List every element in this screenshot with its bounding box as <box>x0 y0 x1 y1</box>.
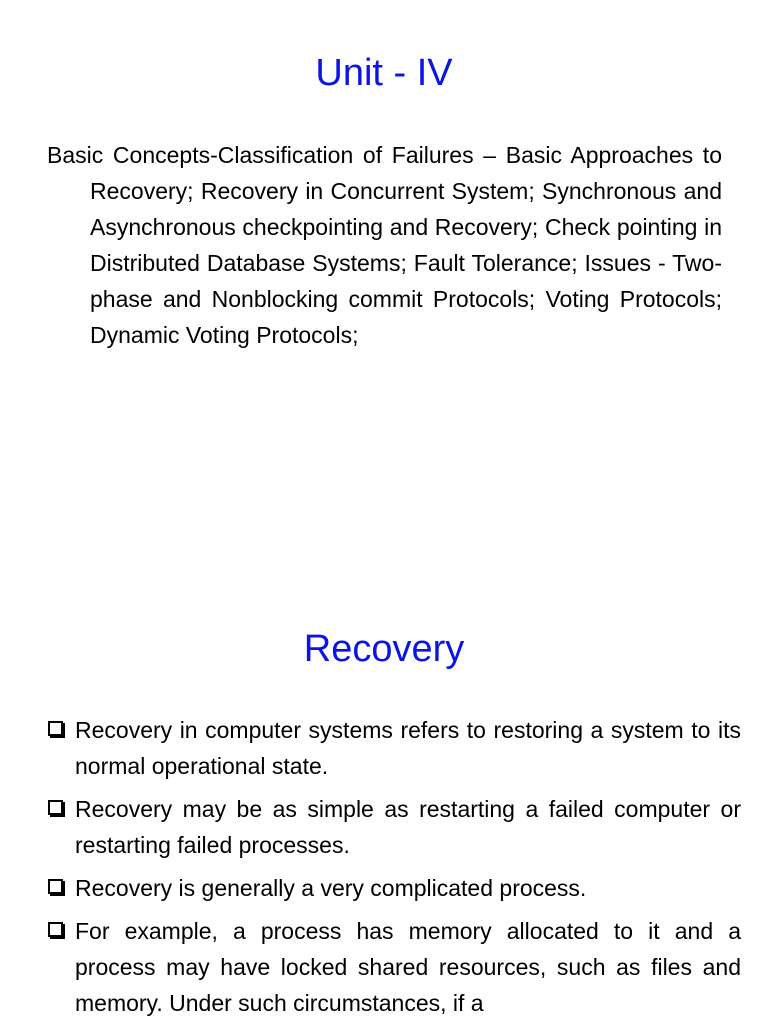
slide-recovery <box>0 600 768 1024</box>
bullet-text: Recovery is generally a very complicated process. <box>75 875 587 901</box>
bullet-list <box>46 712 741 1028</box>
checkbox-square-icon <box>48 879 63 894</box>
slide-title: Unit - IV <box>315 52 453 94</box>
syllabus-text: Basic Concepts-Classification of Failures – Basic Approaches to Recovery; Recovery in Concurrent System; Synchronous and Asynchronous checkpointing and Recovery; Check pointing in Distributed Database Systems; Fault Tolerance; Issues - Two-phase and Nonblocking commit Protocols; Voting Protocols; Dynamic Voting Protocols; <box>47 142 722 348</box>
list-item <box>46 791 741 863</box>
bullet-text: Recovery in computer systems refers to restoring a system to its normal operational state. <box>75 717 741 779</box>
checkbox-square-icon <box>48 922 63 937</box>
list-item <box>46 870 741 906</box>
checkbox-square-icon <box>48 721 63 736</box>
list-item <box>46 712 741 784</box>
bullet-text: For example, a process has memory allocated to it and a process may have locked shared resources, such as files and memory. Under such circumstances, if a <box>75 918 741 1016</box>
list-item <box>46 913 741 1021</box>
checkbox-square-icon <box>48 800 63 815</box>
bullet-text: Recovery may be as simple as restarting a failed computer or restarting failed processes. <box>75 796 741 858</box>
slide-title: Recovery <box>303 628 465 670</box>
